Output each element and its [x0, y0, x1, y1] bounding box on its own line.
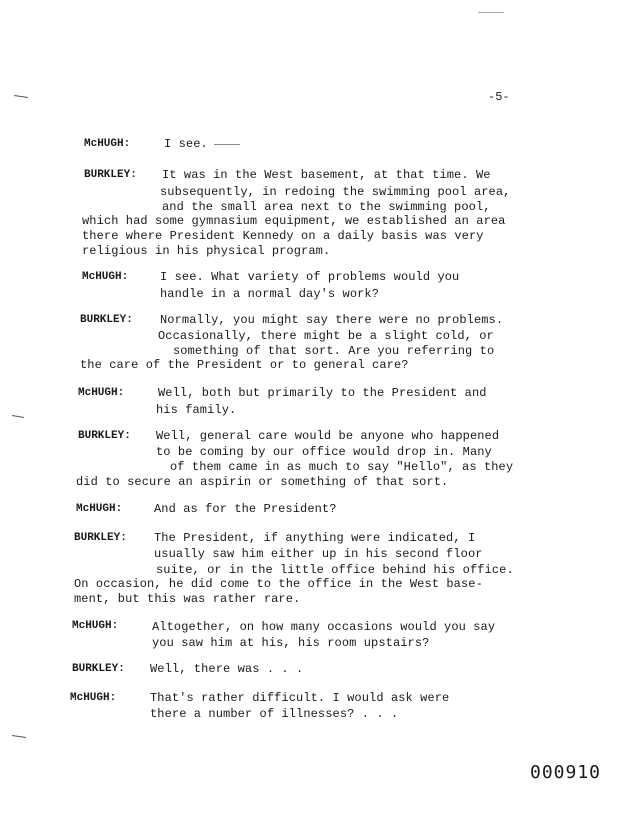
- dialogue-line: ment, but this was rather rare.: [74, 592, 301, 606]
- dialogue-line: religious in his physical program.: [82, 244, 331, 258]
- scan-mark: [478, 12, 504, 13]
- speaker-label: BURKLEY:: [78, 430, 131, 442]
- speaker-label: McHUGH:: [82, 271, 129, 283]
- dialogue-line: the care of the President or to general care?: [80, 358, 409, 372]
- scan-mark: [12, 415, 24, 418]
- dialogue-line: Well, general care would be anyone who happened: [156, 429, 500, 443]
- dialogue-line: Well, there was . . .: [150, 662, 304, 676]
- dialogue-line: suite, or in the little office behind his office.: [156, 563, 514, 577]
- dialogue-line: did to secure an aspirin or something of that sort.: [76, 475, 449, 489]
- dialogue-line: Occasionally, there might be a slight cold, or: [158, 329, 494, 343]
- speaker-label: McHUGH:: [70, 692, 117, 704]
- scan-mark: [14, 95, 28, 98]
- dialogue-line: I see.: [164, 137, 208, 151]
- dialogue-line: usually saw him either up in his second floor: [154, 547, 483, 561]
- page-number: -5-: [488, 90, 510, 104]
- speaker-label: BURKLEY:: [80, 314, 133, 326]
- speaker-label: McHUGH:: [76, 503, 123, 515]
- dialogue-line: to be coming by our office would drop in. Many: [156, 445, 492, 459]
- speaker-label: McHUGH:: [78, 387, 125, 399]
- scan-mark: [12, 735, 26, 738]
- dialogue-line: The President, if anything were indicated, I: [154, 531, 476, 545]
- scan-mark: [214, 144, 240, 145]
- speaker-label: BURKLEY:: [74, 532, 127, 544]
- dialogue-line: and the small area next to the swimming pool,: [162, 200, 491, 214]
- dialogue-line: there a number of illnesses? . . .: [150, 707, 399, 721]
- dialogue-line: Altogether, on how many occasions would you say: [152, 620, 496, 634]
- dialogue-line: On occasion, he did come to the office in the West base-: [74, 577, 483, 591]
- speaker-label: McHUGH:: [84, 138, 131, 150]
- dialogue-line: which had some gymnasium equipment, we established an area: [82, 214, 506, 228]
- dialogue-line: Well, both but primarily to the President and: [158, 386, 487, 400]
- document-number: 000910: [530, 762, 602, 783]
- dialogue-line: his family.: [156, 403, 237, 417]
- dialogue-line: Normally, you might say there were no problems.: [160, 313, 504, 327]
- dialogue-line: there where President Kennedy on a daily basis was very: [82, 229, 484, 243]
- dialogue-line: of them came in as much to say "Hello", as they: [170, 460, 514, 474]
- dialogue-line: subsequently, in redoing the swimming pool area,: [160, 185, 511, 199]
- dialogue-line: And as for the President?: [154, 502, 337, 516]
- speaker-label: BURKLEY:: [72, 663, 125, 675]
- dialogue-line: handle in a normal day's work?: [160, 287, 380, 301]
- dialogue-line: It was in the West basement, at that time. We: [162, 168, 491, 182]
- dialogue-line: I see. What variety of problems would you: [160, 270, 460, 284]
- speaker-label: McHUGH:: [72, 620, 119, 632]
- dialogue-line: something of that sort. Are you referring to: [173, 344, 495, 358]
- dialogue-line: That's rather difficult. I would ask were: [150, 691, 450, 705]
- dialogue-line: you saw him at his, his room upstairs?: [152, 636, 430, 650]
- speaker-label: BURKLEY:: [84, 169, 137, 181]
